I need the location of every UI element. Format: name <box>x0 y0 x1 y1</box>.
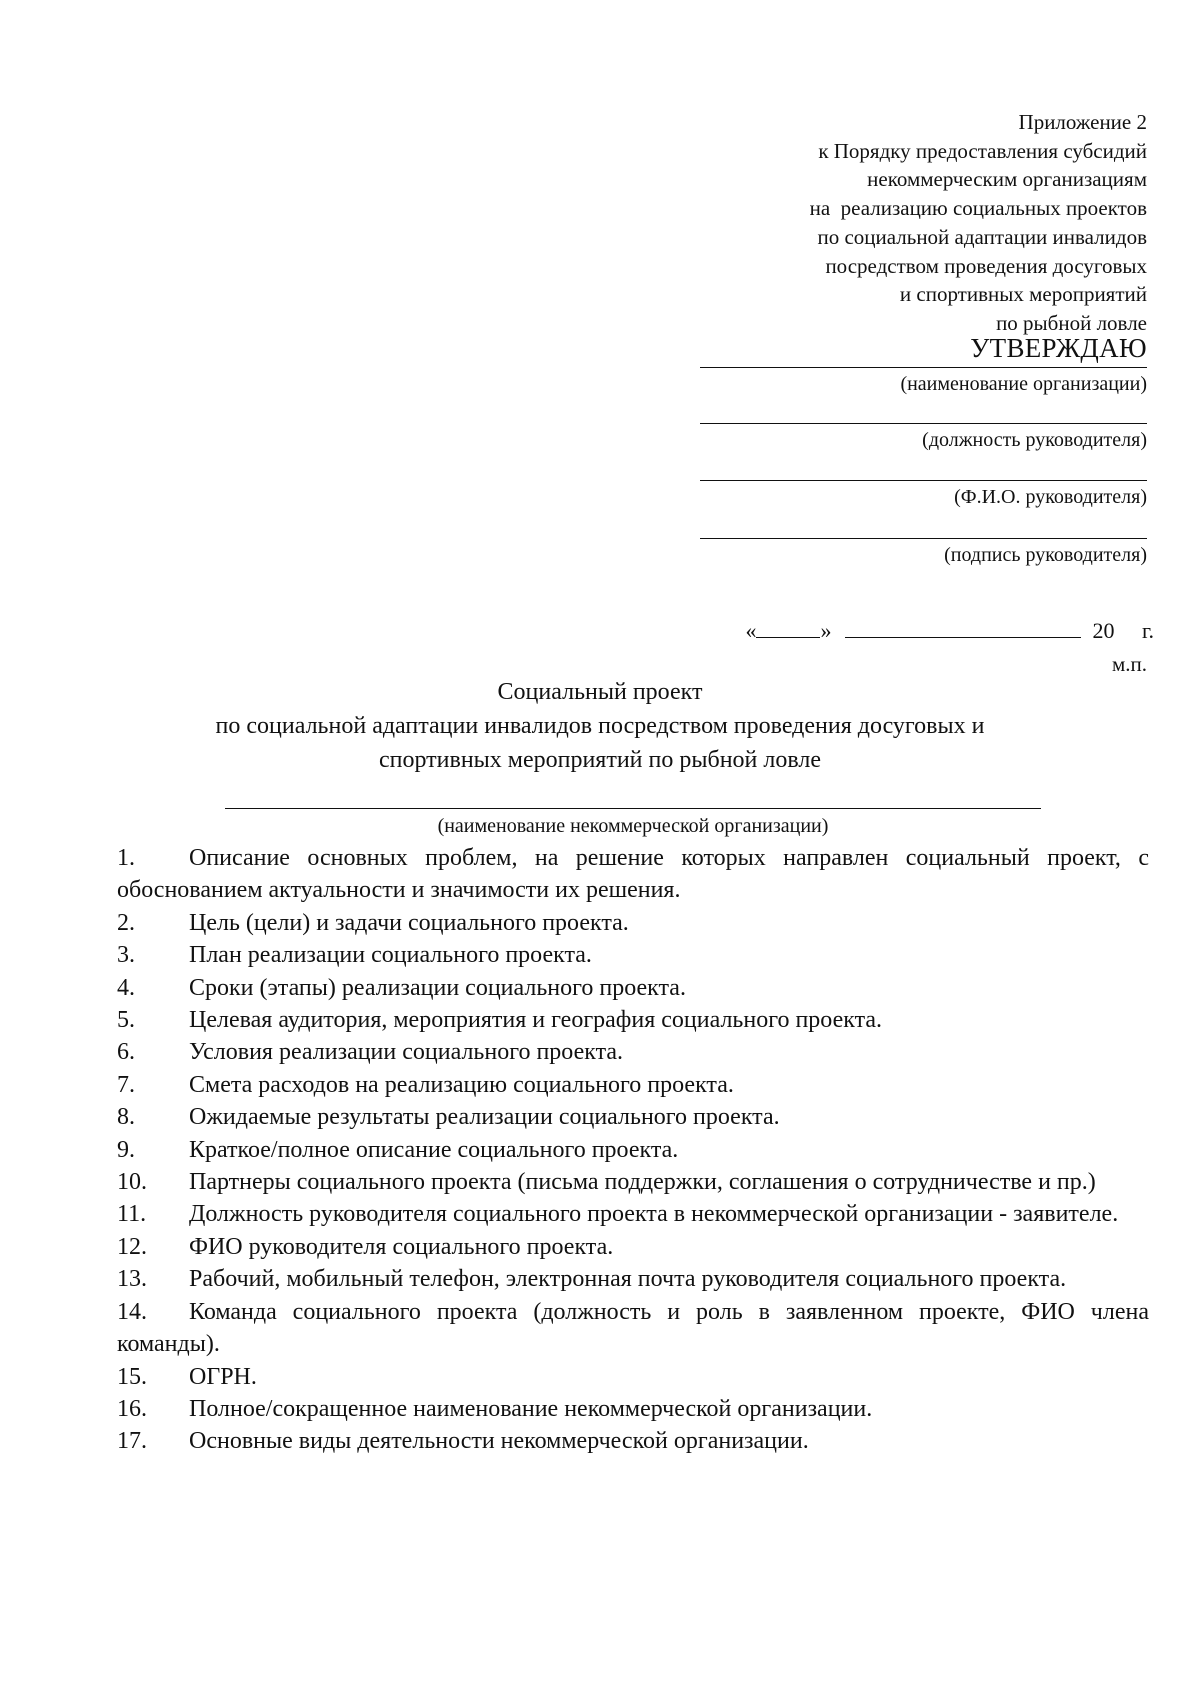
list-item <box>117 1425 1149 1457</box>
list-item <box>117 1296 1149 1361</box>
date-open-quote: « <box>745 618 757 643</box>
ngo-name-line <box>225 808 1041 809</box>
list-item <box>117 1263 1149 1295</box>
position-line <box>700 423 1147 424</box>
position-caption: (должность руководителя) <box>922 429 1147 451</box>
list-item <box>117 1166 1149 1198</box>
org-name-caption: (наименование организации) <box>900 373 1147 395</box>
date-line <box>745 618 1154 644</box>
item-number: 17. <box>117 1428 147 1455</box>
item-number: 1. <box>117 845 135 871</box>
title-line: по социальной адаптации инвалидов посредством проведения досуговых и <box>215 713 985 739</box>
item-text: Смета расходов на реализацию социального проекта. <box>189 1071 734 1098</box>
signature-line <box>700 538 1147 539</box>
item-number: 14. <box>117 1298 147 1325</box>
org-name-line <box>700 367 1147 368</box>
list-item <box>117 1069 1149 1101</box>
appendix-line: и спортивных мероприятий <box>899 282 1147 307</box>
item-number: 5. <box>117 1007 135 1034</box>
appendix-line: некоммерческим организациям <box>867 167 1147 192</box>
appendix-line: к Порядку предоставления субсидий <box>818 138 1147 163</box>
item-text: План реализации социального проекта. <box>189 942 592 969</box>
item-text: Целевая аудитория, мероприятия и география социального проекта. <box>189 1007 883 1034</box>
day-blank <box>756 619 820 638</box>
item-text: Полное/сокращенное наименование некоммерческой организации. <box>189 1395 873 1422</box>
item-number: 2. <box>117 909 135 936</box>
item-number: 12. <box>117 1233 147 1260</box>
item-number: 13. <box>117 1266 147 1293</box>
signature-caption: (подпись руководителя) <box>944 544 1147 566</box>
list-item <box>117 1393 1149 1425</box>
title-line: спортивных мероприятий по рыбной ловле <box>378 747 822 773</box>
approve-heading: УТВЕРЖДАЮ <box>970 333 1147 363</box>
year-suffix: г. <box>1141 618 1154 643</box>
list-item <box>117 1231 1149 1263</box>
list-item <box>117 939 1149 971</box>
fio-field <box>700 480 1147 509</box>
item-text: Должность руководителя социального проекта в некоммерческой организации - заявителе. <box>189 1201 1119 1228</box>
appendix-line: на реализацию социальных проектов <box>809 196 1147 221</box>
list-item <box>117 1004 1149 1036</box>
item-text: ФИО руководителя социального проекта. <box>189 1233 614 1260</box>
item-text: Команда социального проекта (должность и роль в заявленном проекте, ФИО члена команды). <box>117 1298 1149 1358</box>
ngo-name-field <box>225 808 1041 838</box>
signature-field <box>700 538 1147 567</box>
year-prefix: 20 <box>1092 618 1115 643</box>
document-title <box>0 675 1200 777</box>
item-text: Цель (цели) и задачи социального проекта. <box>189 909 629 936</box>
item-number: 3. <box>117 942 135 969</box>
item-text: ОГРН. <box>189 1363 257 1390</box>
item-number: 11. <box>117 1201 147 1228</box>
item-number: 15. <box>117 1363 147 1390</box>
item-text: Партнеры социального проекта (письма поддержки, соглашения о сотрудничестве и пр.) <box>189 1169 1096 1196</box>
item-number: 4. <box>117 974 135 1001</box>
appendix-line: по рыбной ловле <box>996 310 1147 335</box>
item-text: Краткое/полное описание социального проекта. <box>189 1136 679 1163</box>
list-item <box>117 1198 1149 1230</box>
item-number: 9. <box>117 1136 135 1163</box>
item-text: Сроки (этапы) реализации социального проекта. <box>189 974 686 1001</box>
list-item <box>117 1361 1149 1393</box>
appendix-line: по социальной адаптации инвалидов <box>817 224 1147 249</box>
item-number: 10. <box>117 1169 147 1196</box>
item-number: 8. <box>117 1104 135 1131</box>
appendix-line: Приложение 2 <box>1018 110 1147 134</box>
month-blank <box>845 619 1081 638</box>
date-close-quote: » <box>820 618 832 643</box>
requirements-list <box>117 842 1149 1458</box>
item-text: Рабочий, мобильный телефон, электронная почта руководителя социального проекта. <box>189 1266 1067 1293</box>
list-item <box>117 1134 1149 1166</box>
fio-caption: (Ф.И.О. руководителя) <box>954 486 1147 508</box>
appendix-header <box>810 108 1147 338</box>
ngo-name-caption: (наименование некоммерческой организации) <box>437 815 829 837</box>
stamp-label: м.п. <box>1111 652 1147 676</box>
appendix-line: посредством проведения досуговых <box>825 253 1147 278</box>
org-name-field <box>700 367 1147 396</box>
list-item <box>117 842 1149 907</box>
item-number: 7. <box>117 1071 135 1098</box>
fio-line <box>700 480 1147 481</box>
item-text: Описание основных проблем, на решение которых направлен социальный проект, с обоснованием актуальности и значимости их решения. <box>117 845 1149 904</box>
list-item <box>117 972 1149 1004</box>
item-text: Ожидаемые результаты реализации социального проекта. <box>189 1104 780 1131</box>
item-number: 6. <box>117 1039 135 1066</box>
title-line: Социальный проект <box>497 679 703 705</box>
list-item <box>117 1036 1149 1068</box>
item-text: Основные виды деятельности некоммерческой организации. <box>189 1428 809 1455</box>
item-number: 16. <box>117 1395 147 1422</box>
list-item <box>117 907 1149 939</box>
list-item <box>117 1101 1149 1133</box>
item-text: Условия реализации социального проекта. <box>189 1039 624 1066</box>
position-field <box>700 423 1147 452</box>
